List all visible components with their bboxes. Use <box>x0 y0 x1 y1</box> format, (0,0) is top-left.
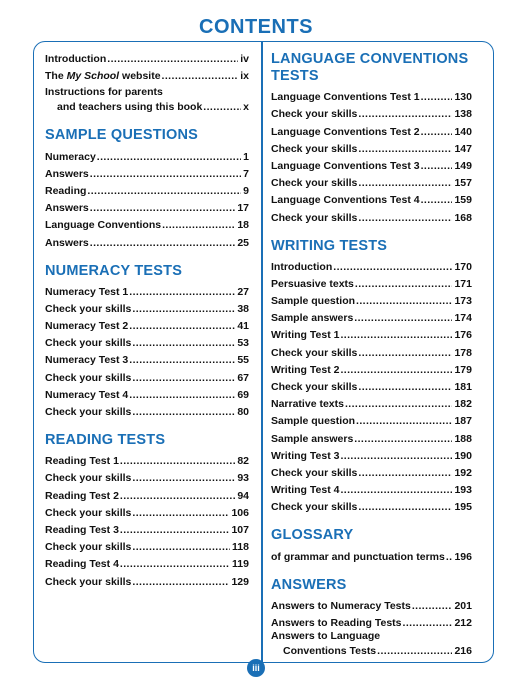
dot-leader <box>131 576 229 588</box>
toc-entry-page: 212 <box>454 616 472 629</box>
toc-entry[interactable] <box>271 138 472 155</box>
toc-entry[interactable] <box>45 502 249 519</box>
toc-entry-page: 94 <box>237 489 249 502</box>
toc-entry-label: Check your skills <box>271 381 358 393</box>
toc-entry-page: 118 <box>232 541 249 554</box>
toc-entry[interactable] <box>271 273 472 290</box>
dot-leader <box>89 237 236 249</box>
toc-entry-label: Answers <box>45 167 89 180</box>
toc-entry-page: 129 <box>231 575 249 588</box>
dot-leader <box>339 329 452 341</box>
toc-entry-page: 157 <box>454 177 472 190</box>
dot-leader <box>402 617 453 629</box>
dot-leader <box>339 450 452 462</box>
toc-entry-label: The My School website <box>45 70 161 83</box>
toc-entry-page: 179 <box>454 363 472 376</box>
toc-entry-label: Check your skills <box>45 506 132 519</box>
toc-entry-glossary[interactable] <box>271 545 472 562</box>
toc-entry-label: Answers to Reading Tests <box>271 616 402 629</box>
toc-entry-page: 25 <box>237 236 249 249</box>
toc-entry-page: 182 <box>454 398 472 411</box>
toc-entry-page: 106 <box>231 506 249 519</box>
toc-entry[interactable] <box>271 410 472 427</box>
toc-entry-page: 119 <box>232 558 249 571</box>
toc-entry-page: 173 <box>454 295 472 308</box>
toc-entry-page: 187 <box>454 415 472 428</box>
toc-entry[interactable] <box>45 315 249 332</box>
toc-entry-label-line2: Conventions Tests <box>283 644 377 657</box>
column-divider <box>261 41 263 663</box>
toc-entry-page: 178 <box>454 346 472 359</box>
toc-entry-label: Check your skills <box>271 466 358 479</box>
section-heading-language-conventions: LANGUAGE CONVENTIONS TESTS <box>271 51 469 84</box>
toc-entry[interactable] <box>271 612 472 629</box>
toc-entry-label: Numeracy Test 3 <box>45 354 129 367</box>
toc-entry[interactable] <box>271 479 472 496</box>
dot-leader <box>131 472 235 484</box>
toc-entry[interactable] <box>45 570 249 587</box>
toc-entry-page: 1 <box>243 150 249 163</box>
toc-entry[interactable] <box>271 496 472 513</box>
dot-leader <box>128 354 235 366</box>
toc-entry[interactable] <box>271 155 472 172</box>
toc-entry-label: Check your skills <box>271 211 358 224</box>
toc-entry[interactable] <box>45 536 249 553</box>
toc-entry-label: Check your skills <box>45 406 132 418</box>
toc-entry[interactable] <box>45 231 249 248</box>
toc-entry-page: 130 <box>454 91 472 104</box>
toc-entry-label: Introduction <box>45 53 107 66</box>
toc-entry-label-line1: Instructions for parents <box>45 86 163 99</box>
dot-leader <box>353 433 452 445</box>
toc-entry[interactable] <box>45 450 249 467</box>
dot-leader <box>357 143 452 155</box>
toc-entry-label: Check your skills <box>45 302 132 315</box>
toc-entry-page: 168 <box>454 211 472 224</box>
section-heading-answers: ANSWERS <box>271 576 347 593</box>
toc-entry-page: 171 <box>454 277 472 290</box>
toc-entry-label: Check your skills <box>45 541 132 554</box>
toc-entry-label: Sample question <box>271 295 356 308</box>
toc-entry-label: Reading <box>45 184 87 197</box>
toc-entry-label: Check your skills <box>271 346 358 359</box>
page-title: CONTENTS <box>199 16 313 38</box>
toc-entry-label: Sample answers <box>271 312 354 325</box>
toc-entry[interactable] <box>45 519 249 536</box>
dot-leader <box>344 398 453 410</box>
dot-leader <box>131 541 230 553</box>
dot-leader <box>420 194 453 206</box>
toc-entry[interactable] <box>45 349 249 366</box>
dot-leader <box>354 278 453 290</box>
toc-entry-introduction[interactable] <box>45 48 249 65</box>
dot-leader <box>332 261 452 273</box>
toc-entry-label: Answers to Numeracy Tests <box>271 599 411 612</box>
dot-leader <box>131 507 229 519</box>
dot-leader <box>106 53 238 65</box>
toc-entry-page: 201 <box>454 599 472 612</box>
toc-entry-label: Writing Test 1 <box>271 329 340 342</box>
toc-entry-page: 216 <box>454 644 472 657</box>
toc-entry-label: Check your skills <box>271 142 358 155</box>
dot-leader <box>339 484 452 496</box>
dot-leader <box>119 455 235 467</box>
toc-entry-page: 17 <box>237 202 249 215</box>
toc-entry-label: Language Conventions Test 2 <box>271 125 420 138</box>
toc-entry-label: Reading Test 2 <box>45 489 119 502</box>
toc-entry-label: Persuasive texts <box>271 277 354 290</box>
dot-leader <box>119 490 235 502</box>
dot-leader <box>420 160 453 172</box>
toc-entry-page: 93 <box>237 472 249 485</box>
left-column <box>45 48 249 588</box>
toc-entry-page: 18 <box>237 219 249 232</box>
toc-entry-page: 7 <box>243 167 249 180</box>
toc-entry-label: Introduction <box>271 260 333 273</box>
toc-entry-label: Reading Test 3 <box>45 523 119 536</box>
toc-entry[interactable] <box>271 595 472 612</box>
toc-entry-instructions[interactable] <box>45 85 249 113</box>
page-number-badge: iii <box>247 659 265 677</box>
dot-leader <box>357 381 452 393</box>
dot-leader <box>411 600 453 612</box>
toc-entry-label: Check your skills <box>271 501 358 514</box>
toc-entry-label: Numeracy <box>45 150 96 163</box>
toc-entry-label: Language Conventions <box>45 219 162 232</box>
toc-entry-label-line1: Answers to Language <box>271 629 381 642</box>
toc-entry[interactable] <box>45 401 249 418</box>
toc-entry-label: Numeracy Test 4 <box>45 388 129 401</box>
dot-leader <box>131 337 235 349</box>
section-heading-writing-tests: WRITING TESTS <box>271 237 388 254</box>
dot-leader <box>128 389 235 401</box>
toc-entry-label: Reading Test 4 <box>45 558 119 571</box>
toc-entry-page: 67 <box>237 371 249 384</box>
toc-entry[interactable] <box>271 359 472 376</box>
toc-entry-page: 55 <box>237 354 249 367</box>
toc-entry[interactable] <box>45 197 249 214</box>
toc-entry-label: Numeracy Test 2 <box>45 320 129 333</box>
toc-entry[interactable] <box>45 281 249 298</box>
toc-entry-page: 27 <box>237 285 249 298</box>
dot-leader <box>357 108 452 120</box>
dot-leader <box>376 645 452 657</box>
dot-leader <box>128 320 235 332</box>
toc-entry-label: Sample question <box>271 415 356 428</box>
dot-leader <box>355 415 452 427</box>
toc-entry-label: Check your skills <box>45 371 132 384</box>
dot-leader <box>357 177 452 189</box>
toc-entry[interactable] <box>45 214 249 231</box>
dot-leader <box>420 91 453 103</box>
toc-entry[interactable] <box>271 172 472 189</box>
toc-entry-page: 192 <box>454 466 472 479</box>
toc-entry-page: 9 <box>243 184 249 197</box>
toc-entry[interactable] <box>45 366 249 383</box>
toc-entry-page: 196 <box>454 550 472 563</box>
toc-entry[interactable] <box>271 376 472 393</box>
toc-entry-label-line2: and teachers using this book <box>57 101 203 114</box>
dot-leader <box>128 286 235 298</box>
dot-leader <box>357 347 452 359</box>
toc-entry[interactable] <box>45 163 249 180</box>
toc-entry-page: x <box>243 101 249 114</box>
toc-entry-page: iv <box>240 53 249 66</box>
toc-entry-label: Check your skills <box>271 177 358 190</box>
toc-entry[interactable] <box>45 384 249 401</box>
dot-leader <box>131 406 235 418</box>
dot-leader <box>131 372 235 384</box>
dot-leader <box>202 101 241 113</box>
toc-entry-page: 80 <box>237 406 249 418</box>
dot-leader <box>119 524 230 536</box>
toc-entry-page: 147 <box>454 142 472 155</box>
toc-entry-page: 174 <box>454 312 472 325</box>
toc-entry[interactable] <box>271 86 472 103</box>
dot-leader <box>89 168 241 180</box>
dot-leader <box>131 303 235 315</box>
toc-entry-label: Reading Test 1 <box>45 455 119 468</box>
dot-leader <box>357 467 452 479</box>
right-column <box>271 48 472 657</box>
toc-entry-page: 149 <box>454 159 472 172</box>
toc-entry-label: Language Conventions Test 3 <box>271 159 420 172</box>
toc-entry[interactable] <box>271 324 472 341</box>
dot-leader <box>445 551 453 563</box>
toc-entry[interactable] <box>271 445 472 462</box>
toc-entry[interactable] <box>271 462 472 479</box>
dot-leader <box>357 212 452 224</box>
toc-entry-label: Sample answers <box>271 432 354 445</box>
toc-entry[interactable] <box>45 180 249 197</box>
toc-entry[interactable] <box>45 553 249 570</box>
section-heading-glossary: GLOSSARY <box>271 527 354 544</box>
toc-entry[interactable] <box>271 206 472 223</box>
toc-entry[interactable] <box>271 256 472 273</box>
toc-entry-page: 53 <box>237 337 249 350</box>
toc-entry[interactable] <box>271 341 472 358</box>
toc-entry[interactable] <box>271 307 472 324</box>
toc-entry[interactable] <box>45 484 249 501</box>
toc-entry-label: Writing Test 4 <box>271 484 340 497</box>
toc-entry-page: 69 <box>237 388 249 401</box>
dot-leader <box>357 501 452 513</box>
dot-leader <box>89 202 236 214</box>
dot-leader <box>96 151 241 163</box>
dot-leader <box>161 219 235 231</box>
dot-leader <box>161 70 239 82</box>
toc-entry-label: Answers <box>45 236 89 249</box>
toc-entry[interactable] <box>45 145 249 162</box>
toc-entry-page: 140 <box>454 125 472 138</box>
dot-leader <box>86 185 241 197</box>
toc-entry-page: ix <box>240 70 249 83</box>
toc-entry-page: 41 <box>237 320 249 333</box>
toc-entry-page: 181 <box>454 381 472 393</box>
toc-entry-page: 159 <box>454 194 472 207</box>
toc-entry-label: of grammar and punctuation terms <box>271 550 445 563</box>
section-heading: SAMPLE QUESTIONS <box>45 127 199 144</box>
toc-entry-label: Writing Test 3 <box>271 449 340 462</box>
toc-entry-label: Language Conventions Test 1 <box>271 91 420 104</box>
section-heading: READING TESTS <box>45 432 166 448</box>
dot-leader <box>420 126 453 138</box>
toc-entry[interactable] <box>271 120 472 137</box>
toc-entry-page: 176 <box>454 329 472 342</box>
toc-entry-label: Narrative texts <box>271 398 344 411</box>
toc-entry-page: 82 <box>237 455 249 468</box>
toc-entry-page: 38 <box>237 302 249 315</box>
toc-entry[interactable] <box>45 332 249 349</box>
dot-leader <box>339 364 452 376</box>
toc-entry-label: Check your skills <box>45 337 132 350</box>
dot-leader <box>353 312 452 324</box>
toc-entry-label: Writing Test 2 <box>271 363 340 376</box>
dot-leader <box>355 295 452 307</box>
toc-entry-label: Language Conventions Test 4 <box>271 194 420 207</box>
toc-entry-page: 138 <box>454 108 472 121</box>
toc-entry-page: 190 <box>454 449 472 462</box>
toc-entry-page: 107 <box>231 523 249 536</box>
toc-entry[interactable] <box>271 393 472 410</box>
toc-entry[interactable] <box>271 427 472 444</box>
dot-leader <box>119 558 230 570</box>
toc-entry-my-school-website[interactable] <box>45 65 249 82</box>
toc-entry[interactable] <box>271 189 472 206</box>
toc-entry-label: Answers <box>45 202 89 215</box>
toc-entry-page: 170 <box>454 260 472 273</box>
toc-entry[interactable] <box>271 290 472 307</box>
toc-entry-label: Numeracy Test 1 <box>45 285 129 298</box>
section-heading: NUMERACY TESTS <box>45 262 183 279</box>
toc-entry-label: Check your skills <box>45 575 132 588</box>
toc-entry[interactable] <box>45 298 249 315</box>
toc-entry-page: 193 <box>454 484 472 497</box>
toc-entry[interactable] <box>271 103 472 120</box>
toc-entry-label: Check your skills <box>271 108 358 121</box>
toc-entry-label: Check your skills <box>45 472 132 485</box>
toc-entry-page: 188 <box>454 432 472 445</box>
toc-entry-page: 195 <box>454 501 472 514</box>
toc-entry[interactable] <box>45 467 249 484</box>
toc-entry-answers-language-conventions[interactable] <box>271 629 472 657</box>
